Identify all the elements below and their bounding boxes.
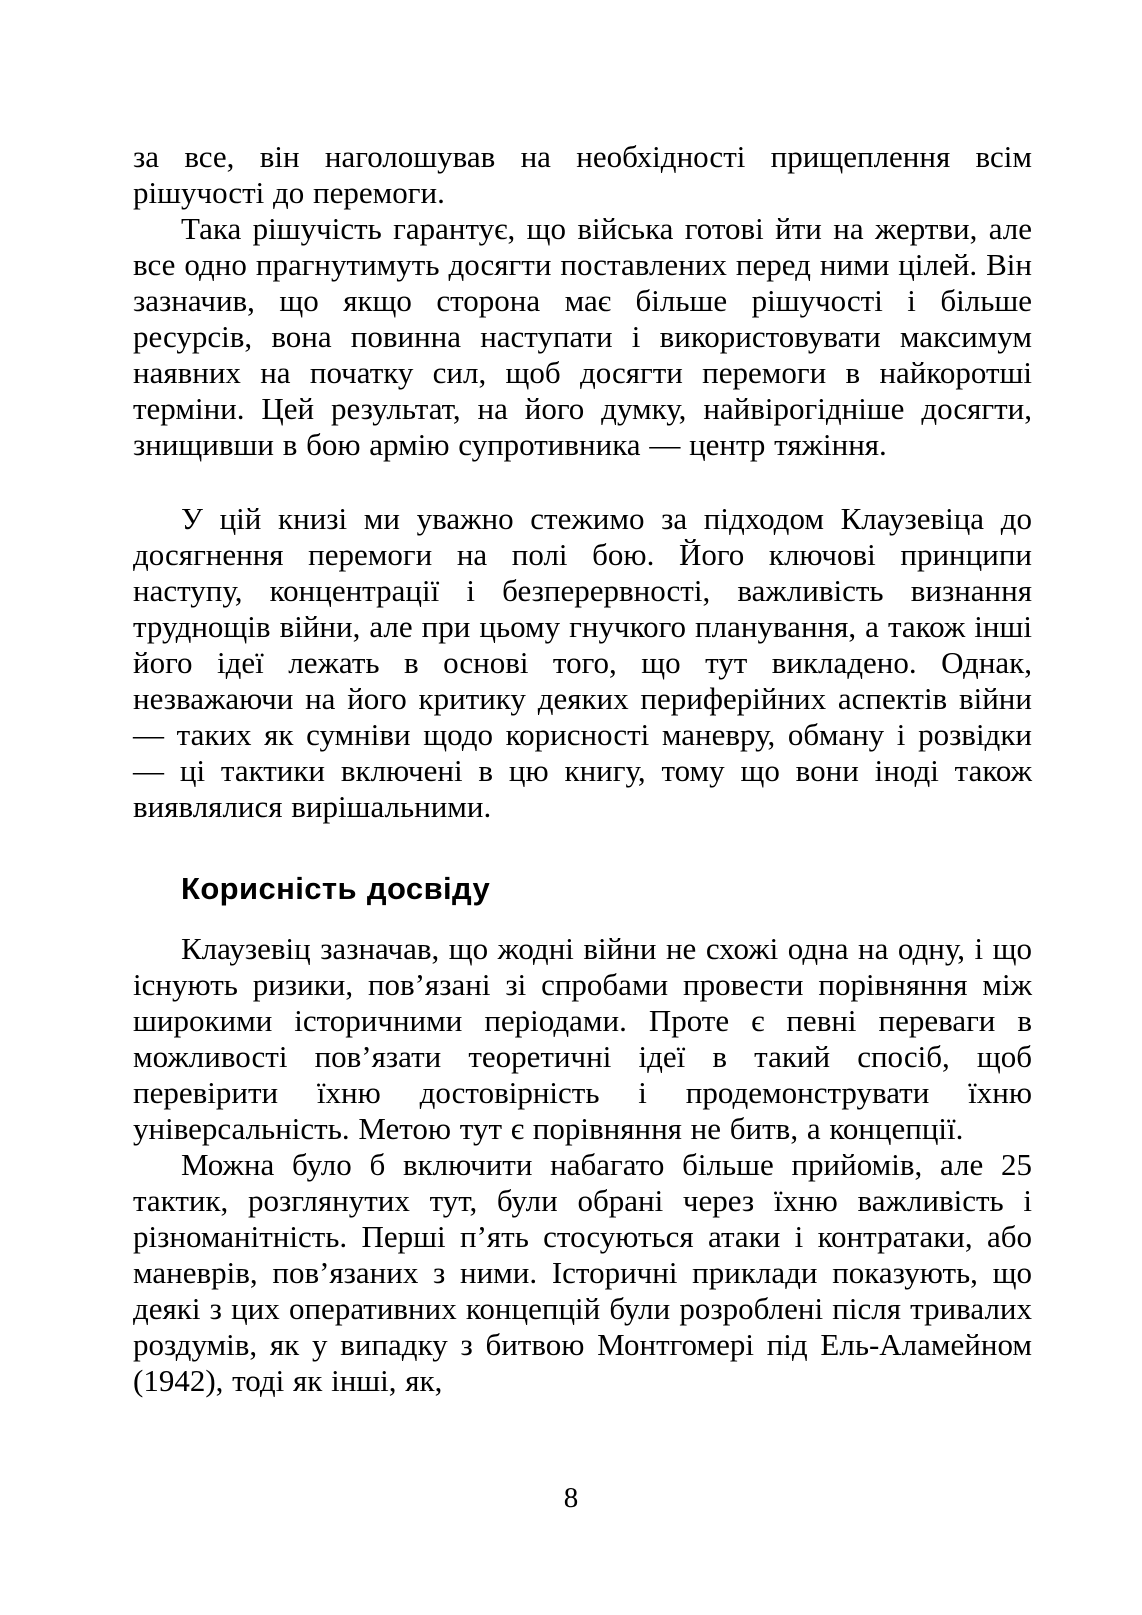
page-number: 8: [563, 1482, 579, 1514]
section-heading: Корисність досвіду: [181, 871, 491, 906]
paragraph: Можна було б включити набагато більше прийомів, але 25 тактик, розглянутих тут, були обрані через їхню важливість і різноманітність. Перші п’ять стосуються атаки і контратаки, або маневрів, пов’язаних з ними. Історичні приклади показують, що деякі з цих оперативних концепцій були розроблені після тривалих роздумів, як у випадку з битвою Монтгомері під Ель-Аламейном (1942), тоді як інші, як,: [133, 1146, 1032, 1398]
paragraph: Клаузевіц зазначав, що жодні війни не схожі одна на одну, і що існують ризики, пов’язані зі спробами провести порівняння між широкими історичними періодами. Проте є певні переваги в можливості пов’язати теоретичні ідеї в такий спосіб, щоб перевірити їхню достовірність і продемонструвати їхню універсальність. Метою тут є порівняння не битв, а концепції.: [133, 930, 1032, 1146]
paragraph: У цій книзі ми уважно стежимо за підходом Клаузевіца до досягнення перемоги на полі бою. Його ключові принципи наступу, концентрації і безперервності, важливість визнання труднощів війни, але при цьому гнучкого планування, а також інші його ідеї лежать в основі того, що тут викладено. Однак, незважаючи на його критику деяких периферійних аспектів війни — таких як сумніви щодо корисності маневру, обману і розвідки — ці тактики включені в цю книгу, тому що вони іноді також виявлялися вирішальними.: [133, 501, 1032, 824]
page-body: [133, 139, 1032, 1399]
paragraph: Така рішучість гарантує, що війська готові йти на жертви, але все одно прагнутимуть досягти поставлених перед ними цілей. Він зазначив, що якщо сторона має більше рішучості і більше ресурсів, вона повинна наступати і використовувати максимум наявних на початку сил, щоб досягти перемоги в найкоротші терміни. Цей результат, на його думку, найвірогідніше досягти, знищивши в бою армію супротивника — центр тяжіння.: [133, 211, 1032, 462]
page-footer: [0, 1484, 1142, 1513]
paragraph-continuation: за все, він наголошував на необхідності прищеплення всім рішучості до перемоги.: [133, 139, 1032, 210]
